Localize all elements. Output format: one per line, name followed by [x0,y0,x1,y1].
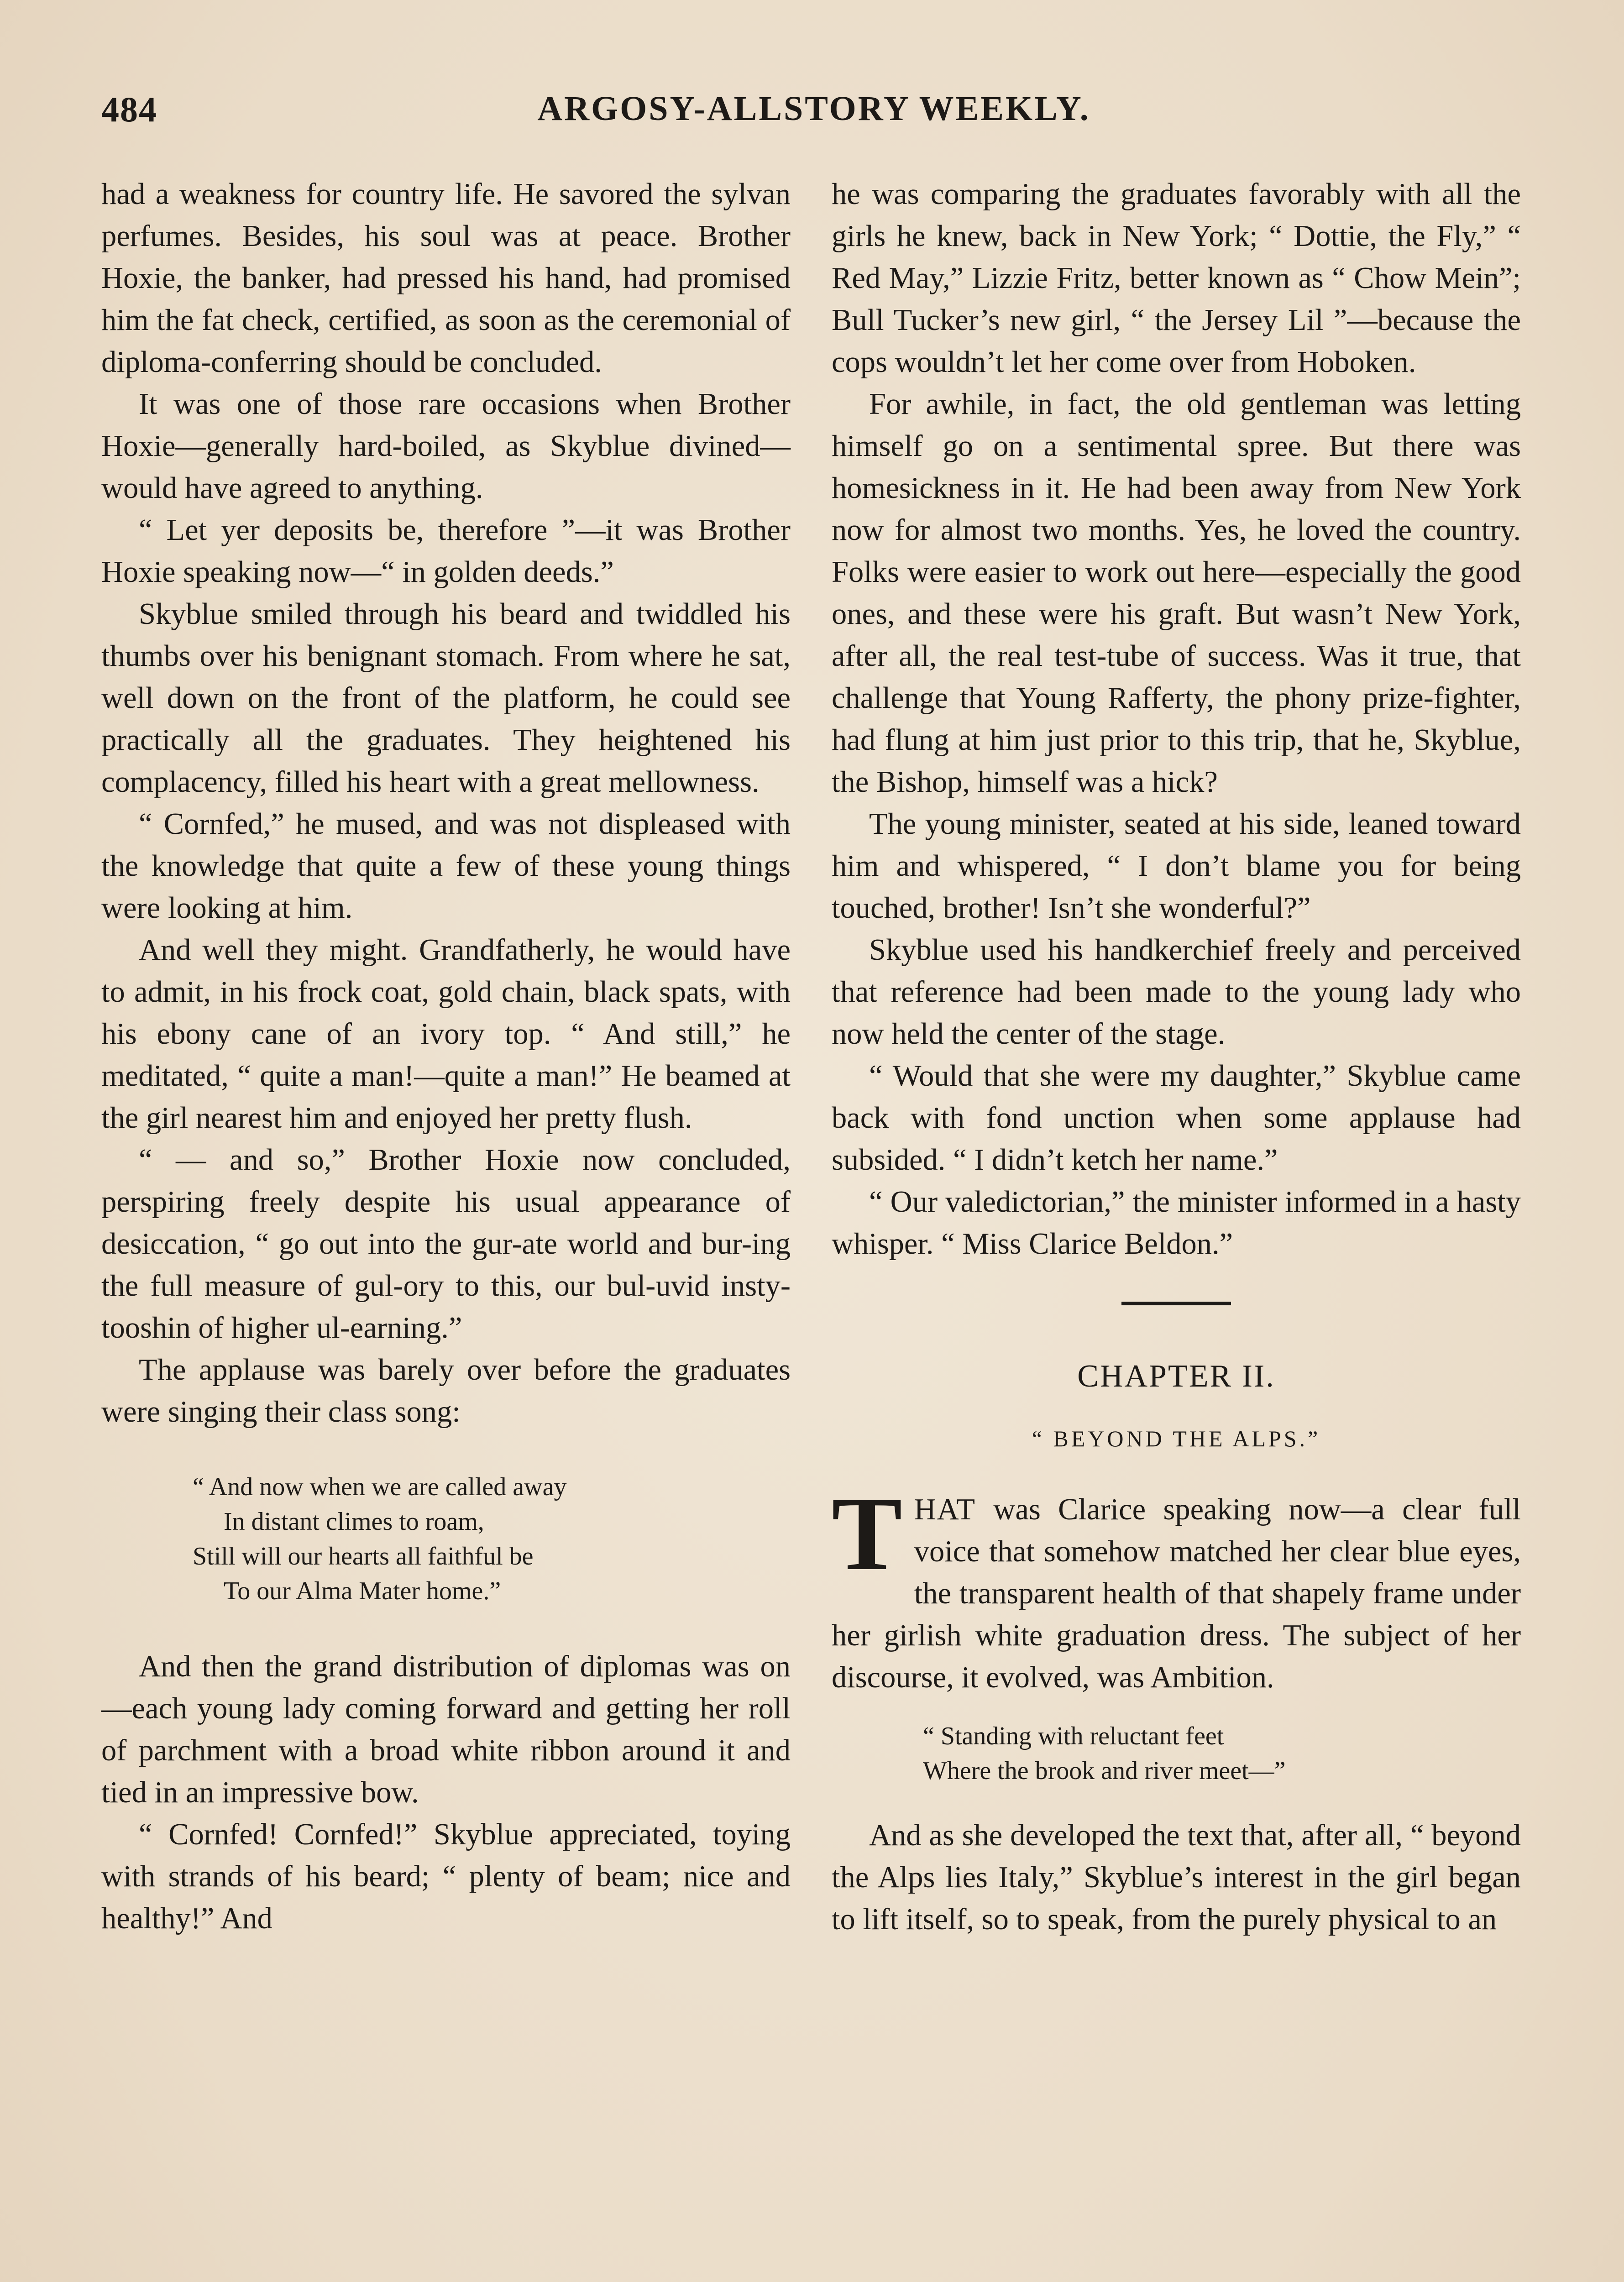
right-column [832,173,1521,2282]
paragraph: The young minister, seated at his side, leaned toward him and whispered, “ I don’t blame you for being touched, brother! Isn’t she wonderful?” [832,807,1521,925]
quoted-verse [923,1719,1521,1788]
paragraph: It was one of those rare occasions when Brother Hoxie—generally hard-boiled, as Skyblue divined—would have agreed to anything. [101,387,791,505]
paragraph: “ Our valedictorian,” the minister informed in a hasty whisper. “ Miss Clarice Beldon.” [832,1185,1521,1261]
paragraph: “ Cornfed,” he mused, and was not displeased with the knowledge that quite a few of these young things were looking at him. [101,807,791,925]
verse-line: “ Standing with reluctant feet [923,1722,1224,1750]
left-column [101,173,791,2282]
verse-line: Still will our hearts all faithful be [193,1542,534,1570]
paragraph: “ Would that she were my daughter,” Skyblue came back with fond unction when some applause had subsided. “ I didn’t ketch her name.” [832,1059,1521,1177]
page-number: 484 [101,89,157,129]
running-header [101,89,1526,139]
paragraph: The applause was barely over before the graduates were singing their class song: [101,1353,791,1429]
paragraph: And as she developed the text that, after all, “ beyond the Alps lies Italy,” Skyblue’s interest in the girl began to lift itself, so to speak, from the purely physical to an [832,1819,1521,1936]
paragraph: Skyblue used his handkerchief freely and perceived that reference had been made to the young lady who now held the center of the stage. [832,933,1521,1051]
paragraph: Skyblue smiled through his beard and twiddled his thumbs over his benignant stomach. From where he sat, well down on the front of the platform, he could see practically all the graduates. They heightened his complacency, filled his heart with a great mellowness. [101,597,791,799]
opening-word: HAT [914,1493,976,1526]
paragraph: And well they might. Grandfatherly, he would have to admit, in his frock coat, gold chain, black spats, with his ebony cane of an ivory top. “ And still,” he meditated, “ quite a man!—quite a man!” He beamed at the girl nearest him and enjoyed her pretty flush. [101,933,791,1135]
paragraph-text: was Clarice speaking now—a clear full voice that somehow matched her clear blue eyes, the transparent health of that shapely frame under her girlish white graduation dress. The subject of her discourse, it evolved, was Ambition. [832,1493,1521,1694]
verse-line: “ And now when we are called away [193,1473,567,1501]
verse-line: Where the brook and river meet—” [923,1757,1286,1785]
verse-line: In distant climes to roam, [224,1507,484,1536]
paragraph: For awhile, in fact, the old gentleman was letting himself go on a sentimental spree. But there was homesickness in it. He had been away from New York now for almost two months. Yes, he loved the country. Folks were easier to work out here—especially the good ones, and these were his graft. But wasn’t New York, after all, the real test-tube of success. Was it true, that challenge that Young Rafferty, the phony prize-fighter, had flung at him just prior to this trip, that he, Skyblue, the Bishop, himself was a hick? [832,387,1521,799]
paragraph: “ Cornfed! Cornfed!” Skyblue appreciated, toying with strands of his beard; “ plenty of beam; nice and healthy!” And [101,1818,791,1935]
verse-line: To our Alma Mater home.” [224,1577,501,1605]
drop-cap: T [832,1475,902,1592]
paragraph: he was comparing the graduates favorably with all the girls he knew, back in New York; “ Dottie, the Fly,” “ Red May,” Lizzie Fritz, better known as “ Chow Mein”; Bull Tucker’s new girl, “ the Jersey Lil ”—because the cops wouldn’t let her come over from Hoboken. [832,178,1521,379]
chapter-opening-paragraph [832,1475,1521,1699]
class-song-verse [193,1470,791,1608]
chapter-title: CHAPTER II. [1077,1359,1275,1394]
paragraph: had a weakness for country life. He savored the sylvan perfumes. Besides, his soul was at peace. Brother Hoxie, the banker, had pressed his hand, had promised him the fat check, certified, as soon as the ceremonial of diploma-conferring should be concluded. [101,178,791,379]
paragraph: “ — and so,” Brother Hoxie now concluded, perspiring freely despite his usual appearance of desiccation, “ go out into the gur-ate world and bur-ing the full measure of gul-ory to this, our bul-uvid insty-tooshin of higher ul-earning.” [101,1143,791,1345]
chapter-subtitle: “ BEYOND THE ALPS.” [1032,1426,1321,1451]
section-divider [1121,1302,1231,1305]
paragraph: “ Let yer deposits be, therefore ”—it was Brother Hoxie speaking now—“ in golden deeds.” [101,513,791,589]
magazine-title: ARGOSY-ALLSTORY WEEKLY. [537,89,1090,128]
paragraph: And then the grand distribution of diplomas was on—each young lady coming forward and getting her roll of parchment with a broad white ribbon around it and tied in an impressive bow. [101,1650,791,1809]
